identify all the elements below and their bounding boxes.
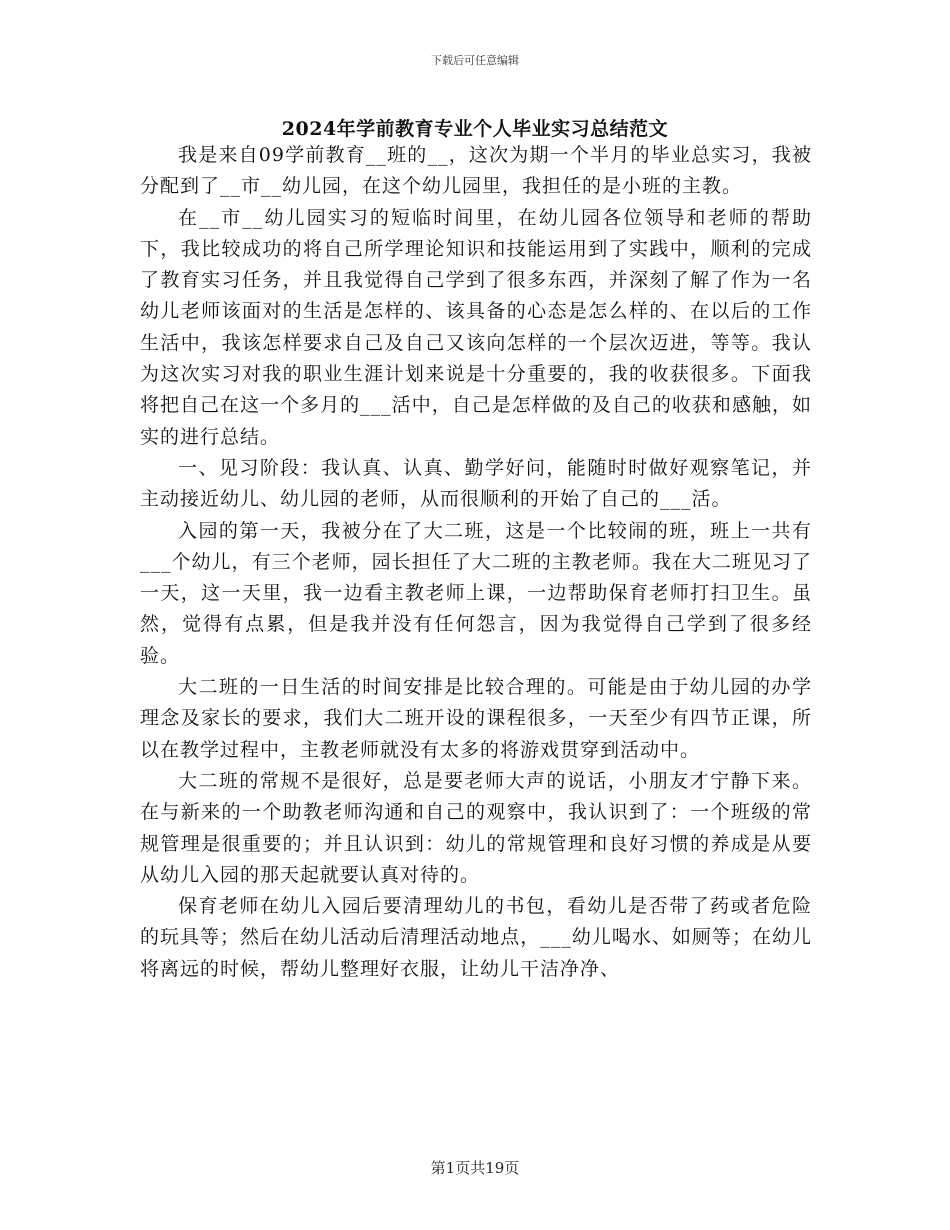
- paragraph-overview: 在__市__幼儿园实习的短临时间里，在幼儿园各位领导和老师的帮助下，我比较成功的将自己所学理论知识和技能运用到了实践中，顺利的完成了教育实习任务，并且我觉得自己学到了很多东西，并深刻了解了作为一名幼儿老师该面对的生活是怎样的、该具备的心态是怎么样的、在以后的工作生活中，我该怎样要求自己及自己又该向怎样的一个层次迈进，等等。我认为这次实习对我的职业生涯计划来说是十分重要的，我的收获很多。下面我将把自己在这一个多月的___活中，自己是怎样做的及自己的收获和感触，如实的进行总结。: [140, 206, 812, 448]
- paragraph-intro: 我是来自09学前教育__班的__，这次为期一个半月的毕业总实习，我被分配到了__市__幼儿园，在这个幼儿园里，我担任的是小班的主教。: [140, 144, 812, 198]
- header-note: 下载后可任意编辑: [431, 54, 519, 67]
- paragraph-care-teacher: 保育老师在幼儿入园后要清理幼儿的书包，看幼儿是否带了药或者危险的玩具等；然后在幼儿活动后清理活动地点，___幼儿喝水、如厕等；在幼儿将离远的时候，帮幼儿整理好衣服，让幼儿干洁净净、: [140, 895, 812, 980]
- paragraph-schedule: 大二班的一日生活的时间安排是比较合理的。可能是由于幼儿园的办学理念及家长的要求，我们大二班开设的课程很多，一天至少有四节正课，所以在教学过程中，主教老师就没有太多的将游戏贯穿到活动中。: [140, 676, 812, 761]
- paragraph-class-routine: 大二班的常规不是很好，总是要老师大声的说话，小朋友才宁静下来。在与新来的一个助教老师沟通和自己的观察中，我认识到了：一个班级的常规管理是很重要的；并且认识到：幼儿的常规管理和良好习惯的养成是从要从幼儿入园的那天起就要认真对待的。: [140, 769, 812, 886]
- document-title: 2024年学前教育专业个人毕业实习总结范文: [281, 118, 669, 140]
- paragraph-first-day: 入园的第一天，我被分在了大二班，这是一个比较闹的班，班上一共有___个幼儿，有三个老师，园长担任了大二班的主教老师。我在大二班见习了一天，这一天里，我一边看主教老师上课，一边帮助保育老师打扫卫生。虽然，觉得有点累，但是我并没有任何怨言，因为我觉得自己学到了很多经验。: [140, 519, 812, 667]
- page-number: 第1页共19页: [430, 1159, 520, 1177]
- paragraph-observation-stage: 一、见习阶段：我认真、认真、勤学好问，能随时时做好观察笔记，并主动接近幼儿、幼儿园的老师，从而很顺利的开始了自己的___活。: [140, 456, 812, 511]
- document-body: [140, 140, 812, 985]
